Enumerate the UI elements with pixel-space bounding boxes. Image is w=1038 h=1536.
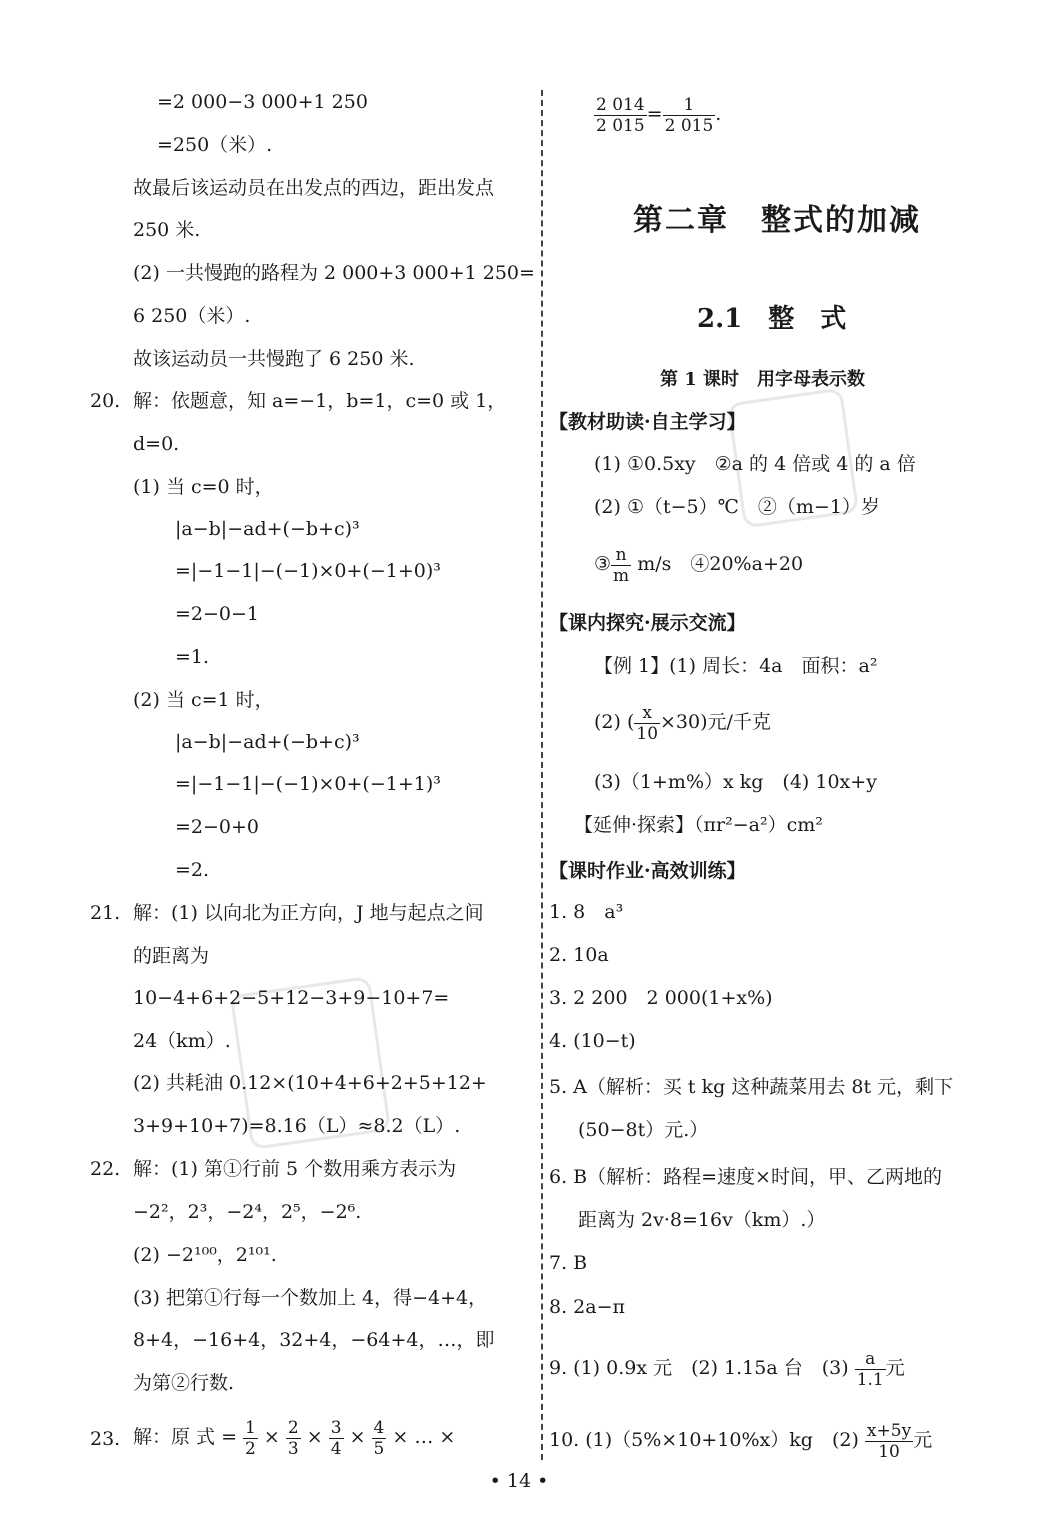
q21-line-e: (2) 共耗油 0.12×(10+4+6+2+5+12+: [133, 1072, 487, 1094]
q21-line-f: 3+9+10+7)=8.16（L）≈8.2（L）.: [133, 1115, 461, 1137]
answer-line: 4. (10−t): [549, 1030, 636, 1052]
fraction: $\frac{x+5y}{10}$: [866, 1420, 912, 1462]
answer-line: 3. 2 200 2 000(1+x%): [549, 987, 773, 1009]
top-fraction-equation: $\frac{2 014}{2 015}$ = $\frac{1}{2 015}$ .: [596, 94, 722, 136]
answer-line: (1) ①0.5xy ②a 的 4 倍或 4 的 a 倍: [594, 453, 916, 475]
q20-line-l: =2.: [175, 859, 210, 881]
fraction: $\frac{2 014}{2 015}$: [596, 94, 645, 136]
answer-line: 2. 10a: [549, 944, 609, 966]
q22-line-f: 为第②行数.: [133, 1372, 235, 1394]
left-line-3: 故最后该运动员在出发点的西边，距出发点: [133, 177, 495, 199]
q21-line-a: 解：(1) 以向北为正方向，J 地与起点之间: [133, 902, 484, 924]
q23-lead: 解：原 式 =: [133, 1426, 237, 1448]
q20-line-a: 解：依题意，知 a=−1，b=1，c=0 或 1，: [133, 390, 507, 412]
fraction: $\frac{x}{10}$: [636, 702, 659, 744]
q21-line-d: 24（km）.: [133, 1030, 231, 1052]
question-number: 22.: [90, 1158, 121, 1180]
answer-line: (2) ( $\frac{x}{10}$ ×30)元/千克: [594, 702, 771, 744]
q22-line-e: 8+4，−16+4，32+4，−64+4，…，即: [133, 1329, 495, 1351]
column-divider: [541, 90, 543, 1460]
left-line-1: =2 000−3 000+1 250: [157, 91, 368, 113]
left-line-6: 6 250（米）.: [133, 305, 251, 327]
answer-line: (3)（1+m%）x kg (4) 10x+y: [594, 771, 877, 793]
fraction: $\frac{1}{2 015}$: [664, 94, 714, 136]
answer-line: (2) ①（t−5）℃ ②（m−1）岁: [594, 496, 880, 518]
left-line-5: (2) 一共慢跑的路程为 2 000+3 000+1 250=: [133, 262, 535, 284]
answer-line: 1. 8 a³: [549, 901, 624, 923]
q23-tail: × … ×: [392, 1426, 456, 1448]
answer-line: 10. (1)（5%×10+10%x）kg (2) $\frac{x+5y}{10}$ 元: [549, 1420, 933, 1462]
section-title: 2.1 整 式: [697, 304, 847, 334]
answer-line: (50−8t）元.）: [578, 1119, 709, 1141]
left-line-7: 故该运动员一共慢跑了 6 250 米.: [133, 348, 415, 370]
question-number: 20.: [90, 390, 121, 412]
q21-line-b: 的距离为: [133, 945, 210, 967]
q21-line-c: 10−4+6+2−5+12−3+9−10+7=: [133, 987, 450, 1009]
lesson-title: 第 1 课时 用字母表示数: [660, 369, 866, 390]
q22-line-d: (3) 把第①行每一个数加上 4，得−4+4，: [133, 1287, 488, 1309]
answer-line: 【延伸·探索】（πr²−a²）cm²: [574, 814, 823, 836]
q20-line-i: |a−b|−ad+(−b+c)³: [175, 731, 360, 753]
block-heading: 【教材助读·自主学习】: [549, 411, 746, 433]
answer-line: 5. A（解析：买 t kg 这种蔬菜用去 8t 元，剩下: [549, 1076, 954, 1098]
q22-line-b: −2²，2³，−2⁴，2⁵，−2⁶.: [133, 1201, 362, 1223]
q22-line-a: 解：(1) 第①行前 5 个数用乘方表示为: [133, 1158, 457, 1180]
chapter-title: 第二章 整式的加减: [633, 203, 921, 238]
q20-line-g: =1.: [175, 646, 210, 668]
answer-line: 6. B（解析：路程=速度×时间，甲、乙两地的: [549, 1166, 942, 1188]
answer-line: 距离为 2v·8=16v（km）.）: [578, 1209, 826, 1231]
fraction: $\frac{3}{4}$: [330, 1417, 342, 1459]
q20-line-e: =|−1−1|−(−1)×0+(−1+0)³: [175, 560, 441, 582]
q20-line-c: (1) 当 c=0 时，: [133, 476, 274, 498]
q20-line-h: (2) 当 c=1 时，: [133, 689, 274, 711]
q23-expression: 解：原 式 = $\frac{1}{2}$ × $\frac{2}{3}$ × $\frac{3}{4}$ × $\frac{4}{5}$ × … ×: [133, 1417, 456, 1459]
fraction: $\frac{4}{5}$: [373, 1417, 385, 1459]
fraction: $\frac{2}{3}$: [287, 1417, 299, 1459]
q20-line-k: =2−0+0: [175, 816, 260, 838]
fraction: $\frac{1}{2}$: [245, 1417, 256, 1459]
fraction: $\frac{a}{1.1}$: [856, 1348, 884, 1390]
q20-line-d: |a−b|−ad+(−b+c)³: [175, 518, 360, 540]
block-heading: 【课时作业·高效训练】: [549, 860, 746, 882]
answer-line: 7. B: [549, 1252, 588, 1274]
q20-line-f: =2−0−1: [175, 603, 260, 625]
left-line-2: =250（米）.: [157, 134, 273, 156]
fraction: $\frac{n}{m}$: [613, 544, 630, 586]
answer-line: 8. 2a−π: [549, 1296, 625, 1318]
question-number: 21.: [90, 902, 121, 924]
q20-line-b: d=0.: [133, 433, 180, 455]
q22-line-c: (2) −2¹⁰⁰，2¹⁰¹.: [133, 1244, 277, 1266]
q20-line-j: =|−1−1|−(−1)×0+(−1+1)³: [175, 773, 441, 795]
answer-line: 9. (1) 0.9x 元 (2) 1.15a 台 (3) $\frac{a}{1.1}$ 元: [549, 1348, 905, 1390]
question-number: 23.: [90, 1428, 121, 1450]
answer-line: ③ $\frac{n}{m}$ m/s ④20%a+20: [594, 544, 804, 586]
answer-line: 【例 1】(1) 周长：4a 面积：a²: [594, 655, 878, 677]
page-number: • 14 •: [489, 1470, 549, 1492]
left-line-4: 250 米.: [133, 219, 201, 241]
block-heading: 【课内探究·展示交流】: [549, 612, 746, 634]
